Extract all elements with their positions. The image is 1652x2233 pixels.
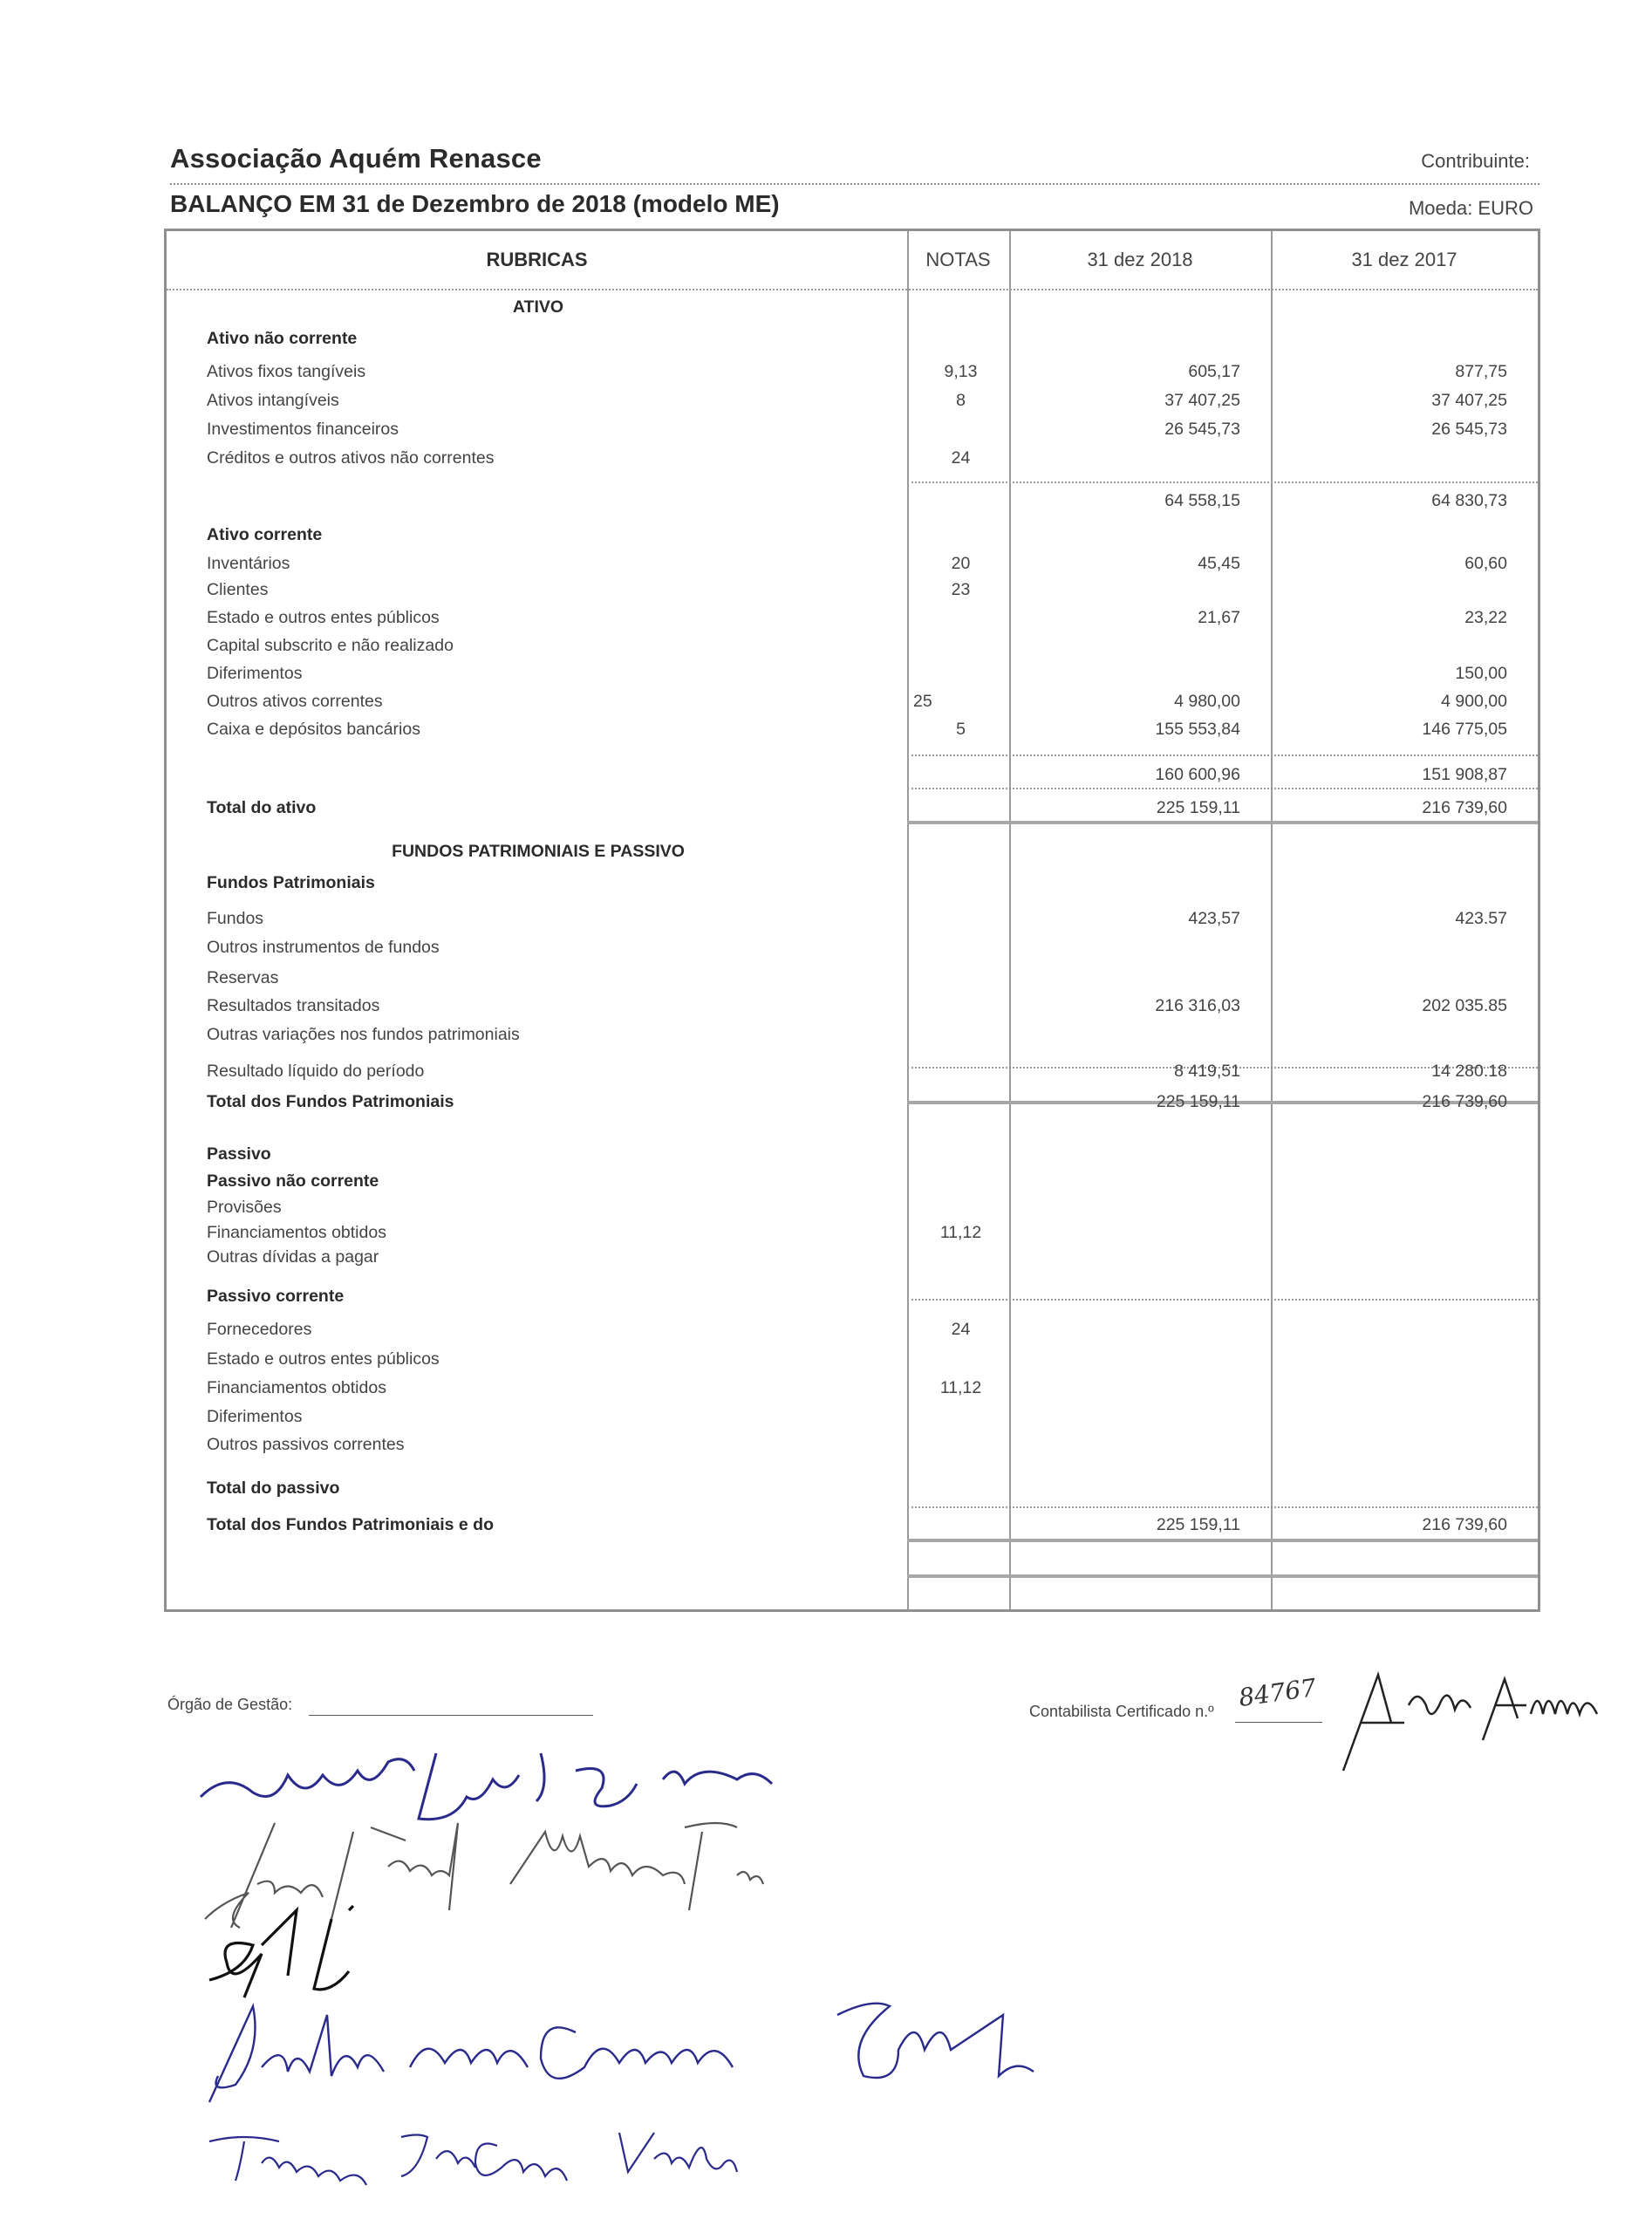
row-label: Total dos Fundos Patrimoniais e do xyxy=(207,1515,494,1534)
contabilista-signature xyxy=(1308,1653,1605,1775)
row-value-2018: 605,17 xyxy=(1188,362,1240,381)
row-label: Ativos intangíveis xyxy=(207,391,339,410)
row-label: Resultados transitados xyxy=(207,996,380,1015)
row-label: Diferimentos xyxy=(207,664,303,683)
row-label: Resultado líquido do período xyxy=(207,1062,425,1081)
row-value-2017: 877,75 xyxy=(1455,362,1507,381)
row-value-2018: 4 980,00 xyxy=(1174,692,1240,711)
column-divider xyxy=(1009,231,1011,1609)
row-label: Créditos e outros ativos não correntes xyxy=(207,448,495,468)
header-divider-line xyxy=(167,289,1538,290)
contabilista-label: Contabilista Certificado n.º xyxy=(1029,1703,1214,1720)
row-value-2017: 64 830,73 xyxy=(1431,491,1507,510)
row-label: Financiamentos obtidos xyxy=(207,1223,386,1242)
row-value-2017: 150,00 xyxy=(1455,664,1507,683)
row-value-2017: 146 775,05 xyxy=(1422,720,1507,739)
subtotal-line xyxy=(907,755,1538,756)
column-divider xyxy=(1271,231,1273,1609)
row-value-2018: 160 600,96 xyxy=(1155,765,1240,784)
row-value-2017: 151 908,87 xyxy=(1422,765,1507,784)
contabilista-number: 84767 xyxy=(1237,1672,1318,1713)
currency-label: Moeda: EURO xyxy=(1408,197,1533,219)
row-nota: 24 xyxy=(951,1320,971,1339)
row-value-2018: 37 407,25 xyxy=(1164,391,1240,410)
row-label: Passivo não corrente xyxy=(207,1171,379,1191)
row-value-2017: 4 900,00 xyxy=(1441,692,1507,711)
row-label: Outras variações nos fundos patrimoniais xyxy=(207,1025,520,1044)
subtotal-line xyxy=(907,1506,1538,1508)
row-label: Total do ativo xyxy=(207,798,317,817)
subtotal-line xyxy=(907,1299,1538,1301)
row-value-2017: 216 739,60 xyxy=(1422,1515,1507,1534)
row-label: Ativo não corrente xyxy=(207,329,358,348)
document-title: BALANÇO EM 31 de Dezembro de 2018 (modelo ME) xyxy=(170,190,780,217)
contribuinte-label: Contribuinte: xyxy=(1421,150,1530,172)
row-value-2017: 14 280.18 xyxy=(1431,1062,1507,1081)
row-label: Fundos Patrimoniais xyxy=(207,873,375,892)
row-value-2018: 155 553,84 xyxy=(1155,720,1240,739)
orgao-gestao-signature-line xyxy=(309,1715,593,1716)
total-line xyxy=(907,1539,1538,1542)
row-nota: 11,12 xyxy=(939,1378,982,1397)
subtotal-line xyxy=(907,788,1538,789)
row-label: Fornecedores xyxy=(207,1320,312,1339)
row-nota: 24 xyxy=(951,448,971,468)
row-value-2018: 423,57 xyxy=(1188,909,1240,928)
row-label: Financiamentos obtidos xyxy=(207,1378,386,1397)
row-label: Reservas xyxy=(207,968,279,987)
header-divider xyxy=(170,183,1539,185)
row-value-2018: 8 419,51 xyxy=(1174,1062,1240,1081)
row-label: Ativo corrente xyxy=(207,525,323,544)
row-label: Total dos Fundos Patrimoniais xyxy=(207,1092,454,1111)
row-value-2018: 216 316,03 xyxy=(1155,996,1240,1015)
row-value-2017: 60,60 xyxy=(1464,554,1507,573)
row-value-2017: 216 739,60 xyxy=(1422,1092,1507,1111)
row-label: Outros passivos correntes xyxy=(207,1435,405,1454)
row-label: Capital subscrito e não realizado xyxy=(207,636,454,655)
total-line xyxy=(907,1574,1538,1578)
row-value-2018: 64 558,15 xyxy=(1164,491,1240,510)
row-label: Passivo xyxy=(207,1144,271,1164)
row-value-2017: 423.57 xyxy=(1455,909,1507,928)
column-header-notas: NOTAS xyxy=(925,249,991,270)
row-label: Investimentos financeiros xyxy=(207,420,399,439)
row-label: Provisões xyxy=(207,1198,282,1217)
row-value-2018: 21,67 xyxy=(1198,608,1240,627)
signature-4 xyxy=(174,1980,1064,2120)
row-value-2017: 37 407,25 xyxy=(1431,391,1507,410)
row-label: Caixa e depósitos bancários xyxy=(207,720,420,739)
row-label: Diferimentos xyxy=(207,1407,303,1426)
row-label: FUNDOS PATRIMONIAIS E PASSIVO xyxy=(392,842,685,861)
column-divider xyxy=(907,231,909,1609)
row-label: Estado e outros entes públicos xyxy=(207,608,440,627)
row-label: ATIVO xyxy=(512,297,564,317)
row-nota: 8 xyxy=(956,391,966,410)
row-label: Fundos xyxy=(207,909,264,928)
row-label: Outros instrumentos de fundos xyxy=(207,938,440,957)
row-label: Outras dívidas a pagar xyxy=(207,1247,379,1267)
row-label: Ativos fixos tangíveis xyxy=(207,362,366,381)
row-nota: 5 xyxy=(956,720,966,739)
subtotal-line xyxy=(907,481,1538,483)
column-header-2017: 31 dez 2017 xyxy=(1351,249,1457,270)
column-header-2018: 31 dez 2018 xyxy=(1087,249,1193,270)
row-label: Estado e outros entes públicos xyxy=(207,1349,440,1369)
row-value-2018: 26 545,73 xyxy=(1164,420,1240,439)
row-label: Inventários xyxy=(207,554,290,573)
row-value-2017: 23,22 xyxy=(1464,608,1507,627)
column-header-rubricas: RUBRICAS xyxy=(486,249,588,270)
row-nota: 11,12 xyxy=(939,1223,982,1242)
row-value-2017: 216 739,60 xyxy=(1422,798,1507,817)
row-label: Clientes xyxy=(207,580,269,599)
total-line xyxy=(907,821,1538,824)
row-value-2018: 225 159,11 xyxy=(1156,1515,1240,1534)
row-value-2018: 45,45 xyxy=(1198,554,1240,573)
row-value-2018: 225 159,11 xyxy=(1156,798,1240,817)
row-label: Passivo corrente xyxy=(207,1287,345,1306)
row-value-2018: 225 159,11 xyxy=(1156,1092,1240,1111)
row-nota: 9,13 xyxy=(944,362,978,381)
row-label: Outros ativos correntes xyxy=(207,692,383,711)
signature-5 xyxy=(201,2120,846,2189)
row-nota: 23 xyxy=(951,580,971,599)
organization-name: Associação Aquém Renasce xyxy=(170,143,542,174)
row-nota: 20 xyxy=(951,554,971,573)
orgao-gestao-label: Órgão de Gestão: xyxy=(167,1696,293,1713)
balance-sheet-table xyxy=(164,229,1540,1612)
row-label: Total do passivo xyxy=(207,1478,340,1498)
row-value-2017: 26 545,73 xyxy=(1431,420,1507,439)
row-nota: 25 xyxy=(913,692,932,711)
row-value-2017: 202 035.85 xyxy=(1422,996,1507,1015)
